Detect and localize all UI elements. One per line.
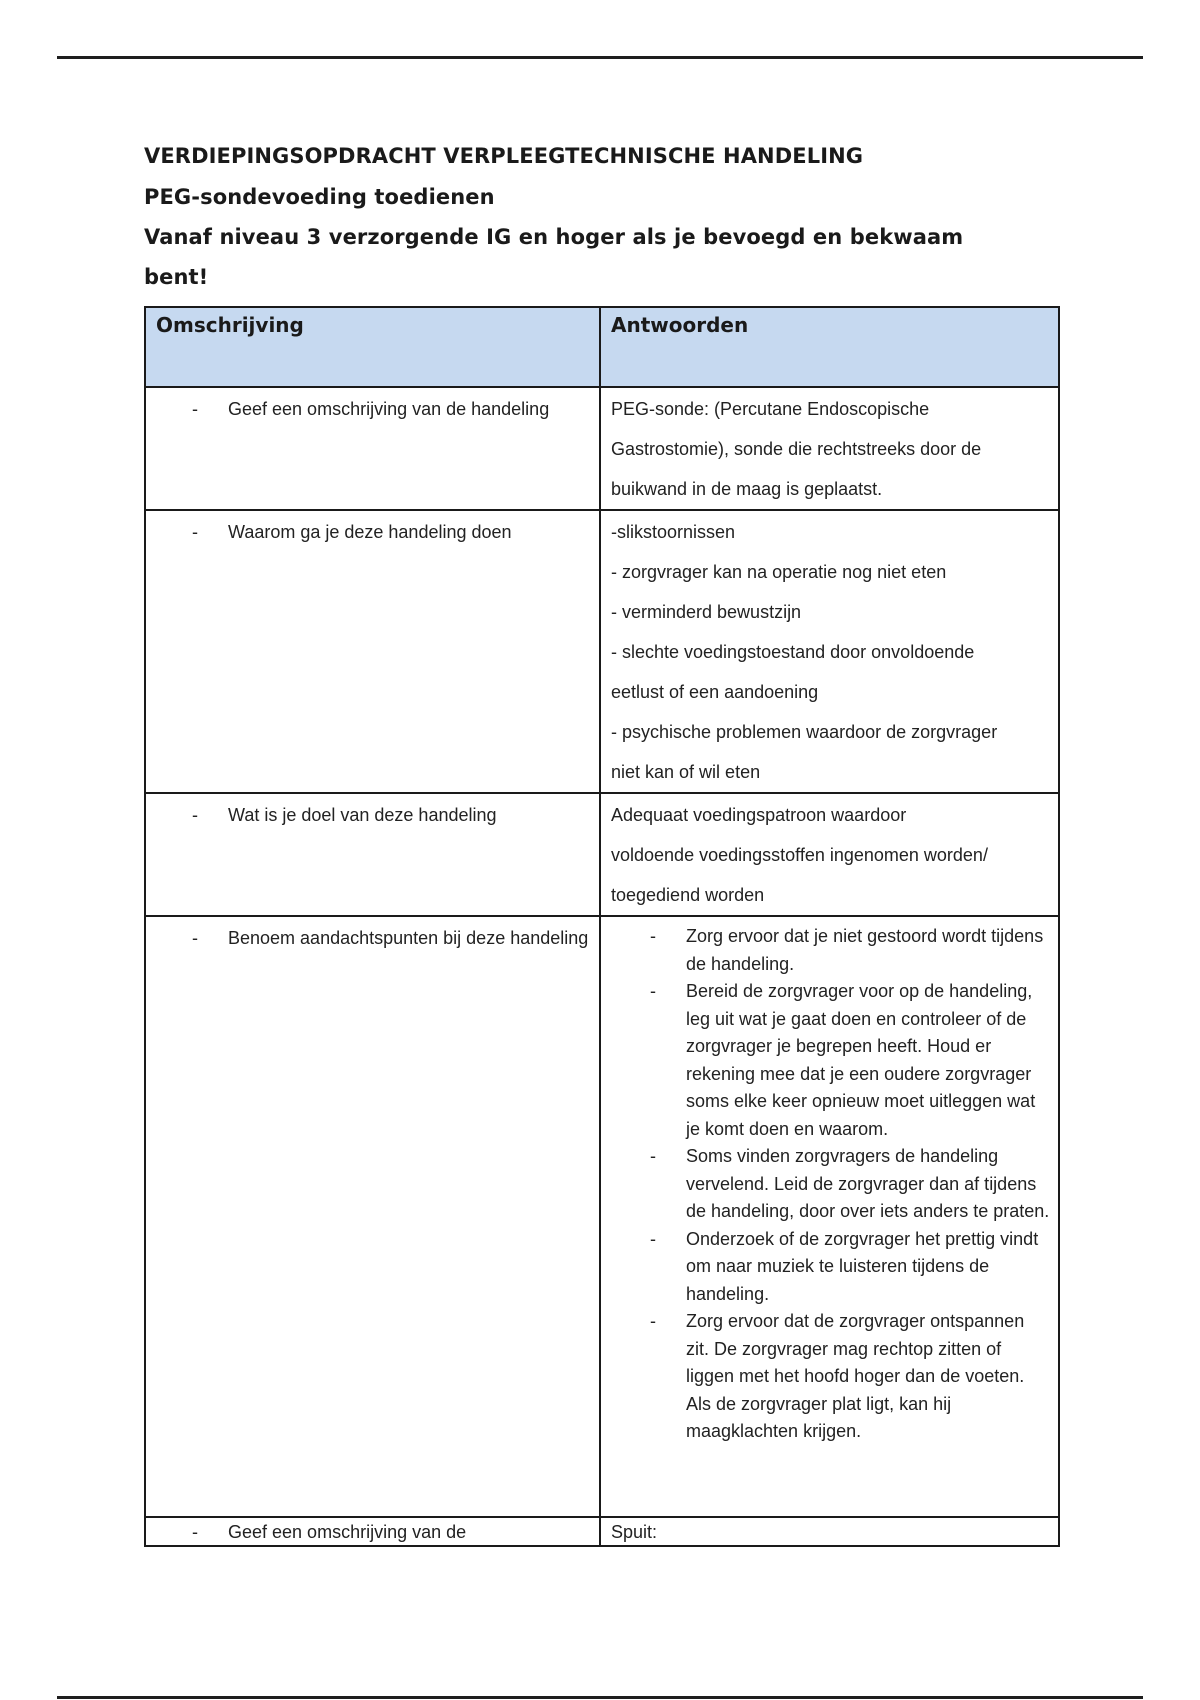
question-cell [145,916,600,1517]
question-text: Waarom ga je deze handeling doen [228,522,512,542]
list-item [601,1308,1050,1446]
footer-rule [57,1696,1143,1699]
question-cell [145,793,600,916]
bullet-dash: - [192,928,198,948]
question-cell [145,387,600,510]
point-text: Onderzoek of de zorgvrager het prettig vindt om naar muziek te luisteren tijdens de handeling. [686,1228,1039,1304]
list-item [601,923,1050,978]
bullet-dash: - [650,926,656,946]
list-item [601,1226,1050,1309]
question-text: Geef een omschrijving van de handeling [228,399,550,419]
bullet-dash: - [650,1228,656,1249]
answer-cell [600,1517,1059,1546]
level-note-line-1: Vanaf niveau 3 verzorgende IG en hoger als je bevoegd en bekwaam [144,225,964,249]
bullet-dash: - [192,399,198,419]
point-text: Zorg ervoor dat de zorgvrager ontspannen zit. De zorgvrager mag rechtop zitten of liggen met het hoofd hoger dan de voeten. Als de zorgvrager plat ligt, kan hij maagklachten krijgen. [686,1311,1025,1441]
point-text: Zorg ervoor dat je niet gestoord wordt tijdens de handeling. [686,926,1044,974]
header-antwoorden: Antwoorden [600,307,1059,387]
answer-line: buikwand in de maag is geplaatst. [611,479,883,499]
answer-line: - verminderd bewustzijn [611,602,802,622]
attention-points-list [601,917,1058,1446]
table-row [145,916,1059,1517]
answer-line: PEG-sonde: (Percutane Endoscopische [611,399,930,419]
point-text: Bereid de zorgvrager voor op de handeling, leg uit wat je gaat doen en controleer of de zorgvrager je begrepen heeft. Houd er rekening mee dat je een oudere zorgvrager soms elke keer opnieuw moet uitleggen wat je komt doen en waarom. [686,981,1036,1139]
answer-line: -slikstoornissen [611,522,736,542]
answer-line: Spuit: [611,1522,658,1542]
answer-line: Gastrostomie), sonde die rechtstreeks door de [611,439,982,459]
answer-line: voldoende voedingsstoffen ingenomen worden/ [611,845,988,865]
question-text: Benoem aandachtspunten bij deze handeling [228,928,589,948]
question-cell [145,1517,600,1546]
table-header-row [145,307,1059,387]
answer-cell [600,387,1059,510]
bullet-dash: - [192,522,198,542]
bullet-dash: - [650,1146,656,1166]
bullet-dash: - [192,805,198,825]
level-note-line-2: bent! [144,265,209,289]
list-item [601,1143,1050,1226]
document-title: VERDIEPINGSOPDRACHT VERPLEEGTECHNISCHE HANDELING [144,144,864,168]
answer-line: - zorgvrager kan na operatie nog niet eten [611,562,947,582]
answer-line: toegediend worden [611,885,765,905]
bullet-dash: - [192,1522,198,1542]
point-text: Soms vinden zorgvragers de handeling vervelend. Leid de zorgvrager dan af tijdens de handeling, door over iets anders te praten. [686,1146,1050,1221]
table-row [145,793,1059,916]
answer-line: - slechte voedingstoestand door onvoldoende [611,642,975,662]
question-text: Geef een omschrijving van de [228,1522,467,1542]
answer-cell [600,916,1059,1517]
question-text: Wat is je doel van deze handeling [228,805,497,825]
document-subtitle: PEG-sondevoeding toedienen [144,185,495,209]
answer-line: - psychische problemen waardoor de zorgvrager [611,722,998,742]
answer-cell [600,793,1059,916]
list-item [601,978,1050,1143]
table-row [145,387,1059,510]
bullet-dash: - [650,1311,656,1331]
answer-line: eetlust of een aandoening [611,682,819,702]
answer-line: niet kan of wil eten [611,762,761,782]
bullet-dash: - [650,981,656,1001]
answer-line: Adequaat voedingspatroon waardoor [611,805,907,825]
answer-cell [600,510,1059,793]
assignment-table [144,306,1060,1547]
header-rule [57,56,1143,59]
header-omschrijving: Omschrijving [145,307,600,387]
table-row [145,510,1059,793]
question-cell [145,510,600,793]
table-row [145,1517,1059,1546]
